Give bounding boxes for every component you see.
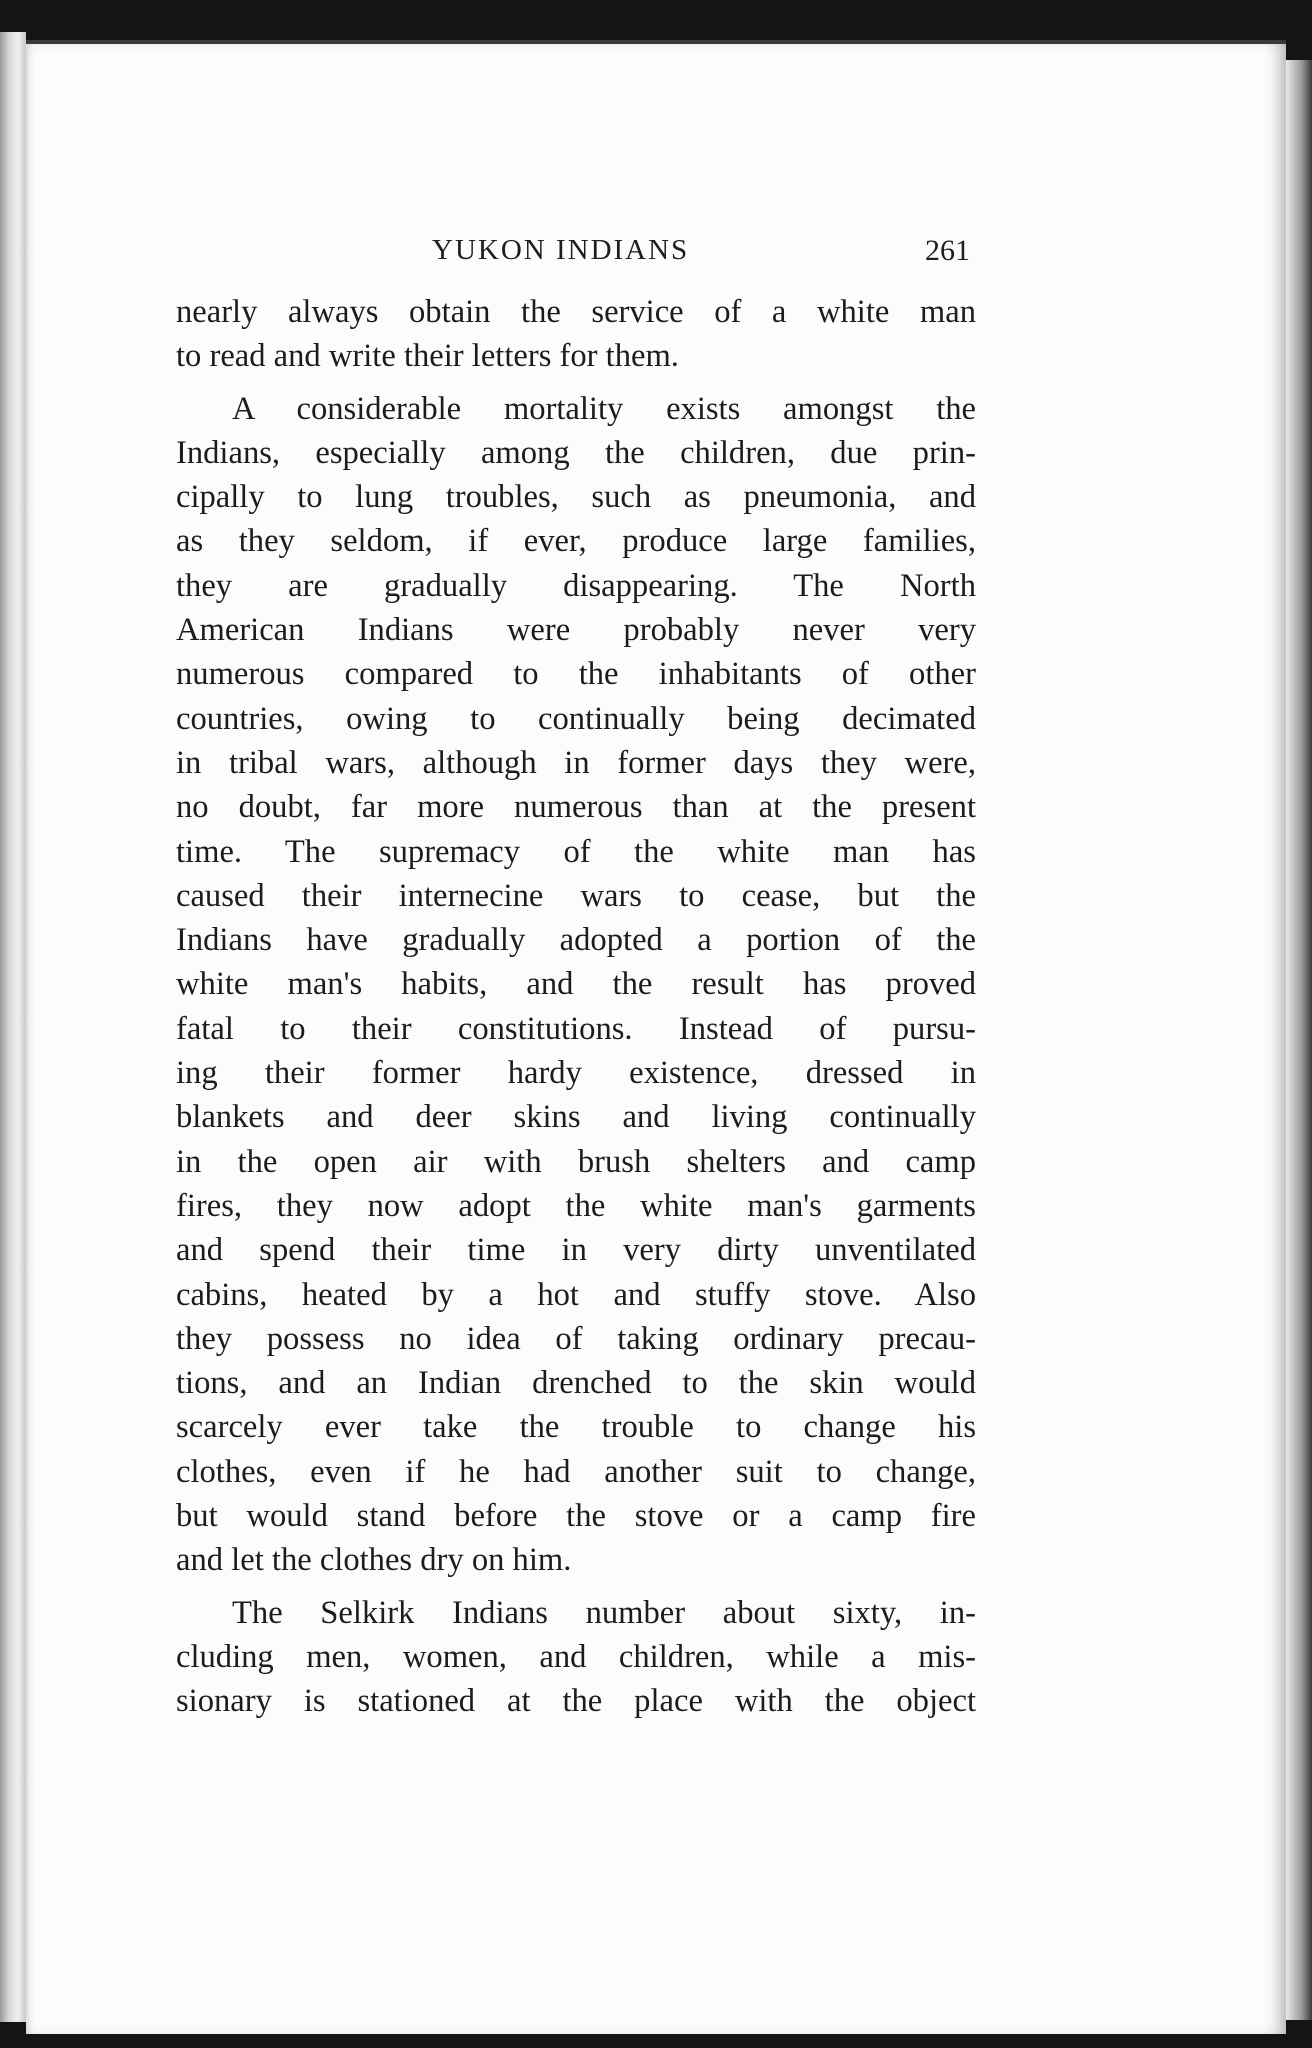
text-line: in tribal wars, although in former days they were, bbox=[176, 744, 976, 781]
left-page-edge bbox=[0, 32, 26, 2022]
text-line: Indians have gradually adopted a portion of the bbox=[176, 922, 976, 959]
right-page-edge bbox=[1286, 60, 1312, 2020]
text-line: fires, they now adopt the white man's garments bbox=[176, 1187, 976, 1224]
paragraph-gap bbox=[176, 1583, 976, 1591]
text-line: white man's habits, and the result has proved bbox=[176, 966, 976, 1003]
text-line: countries, owing to continually being decimated bbox=[176, 700, 976, 737]
text-line: fatal to their constitutions. Instead of pursu- bbox=[176, 1010, 976, 1047]
text-line: sionary is stationed at the place with the object bbox=[176, 1683, 976, 1720]
text-line: to read and write their letters for them. bbox=[176, 338, 679, 375]
text-line: clothes, even if he had another suit to change, bbox=[176, 1453, 976, 1490]
text-line: nearly always obtain the service of a white man bbox=[176, 294, 976, 330]
running-head-title: YUKON INDIANS bbox=[432, 234, 690, 266]
body-text bbox=[176, 290, 976, 1724]
text-line: they possess no idea of taking ordinary precau- bbox=[176, 1320, 976, 1357]
text-line: but would stand before the stove or a camp fire bbox=[176, 1498, 976, 1535]
text-line: time. The supremacy of the white man has bbox=[176, 833, 976, 870]
text-line: tions, and an Indian drenched to the skin would bbox=[176, 1365, 976, 1402]
text-line: ing their former hardy existence, dressed in bbox=[176, 1055, 976, 1092]
page-number: 261 bbox=[925, 234, 970, 267]
text-line: caused their internecine wars to cease, but the bbox=[176, 877, 976, 914]
text-line: in the open air with brush shelters and camp bbox=[176, 1143, 976, 1180]
text-line: American Indians were probably never very bbox=[176, 612, 976, 649]
text-line: A considerable mortality exists amongst the bbox=[232, 390, 976, 427]
text-line: scarcely ever take the trouble to change his bbox=[176, 1409, 976, 1446]
running-head bbox=[0, 218, 1312, 268]
text-line: no doubt, far more numerous than at the present bbox=[176, 789, 976, 826]
text-line: and spend their time in very dirty unventilated bbox=[176, 1232, 976, 1269]
text-line: cluding men, women, and children, while a mis- bbox=[176, 1638, 976, 1675]
text-line: and let the clothes dry on him. bbox=[176, 1542, 572, 1579]
paragraph-gap bbox=[176, 379, 976, 387]
text-line: The Selkirk Indians number about sixty, in- bbox=[232, 1594, 976, 1631]
text-line: cipally to lung troubles, such as pneumonia, and bbox=[176, 479, 976, 516]
text-line: as they seldom, if ever, produce large families, bbox=[176, 523, 976, 560]
text-line: blankets and deer skins and living continually bbox=[176, 1099, 976, 1136]
text-line: Indians, especially among the children, due prin- bbox=[176, 434, 976, 471]
text-line: they are gradually disappearing. The North bbox=[176, 567, 976, 604]
text-line: numerous compared to the inhabitants of other bbox=[176, 656, 976, 693]
text-line: cabins, heated by a hot and stuffy stove. Also bbox=[176, 1276, 976, 1313]
